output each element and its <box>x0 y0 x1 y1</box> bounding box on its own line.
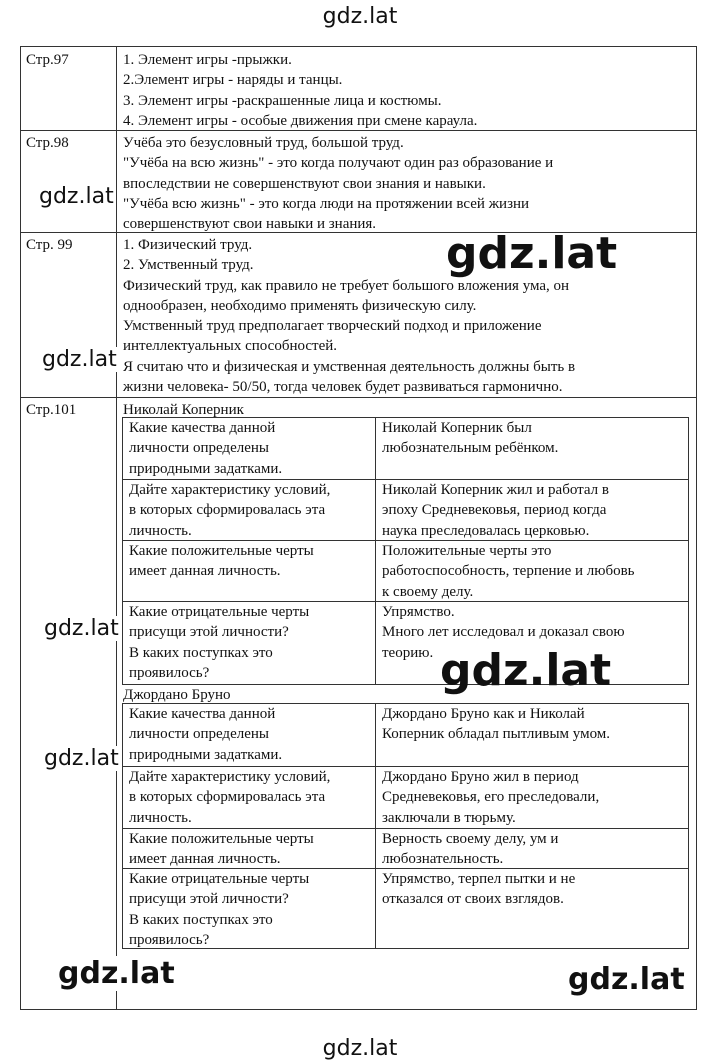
watermark: gdz.lat <box>446 228 618 279</box>
watermark: gdz.lat <box>440 645 612 696</box>
question-line: Какие качества данной <box>129 706 276 722</box>
question-line: природными задатками. <box>129 746 283 763</box>
answer-line: Николай Коперник жил и работал в <box>382 482 609 498</box>
question-cell <box>129 869 309 950</box>
answer-line: Верность своему делу, ум и <box>382 831 559 847</box>
answer-line: Джордано Бруно как и Николай <box>382 706 585 722</box>
answer-cell <box>382 704 610 745</box>
answer-line: Коперник обладал пытливым умом. <box>382 726 611 743</box>
watermark: gdz.lat <box>58 956 175 991</box>
question-line: Какие отрицательные черты <box>129 871 310 887</box>
person-name-bruno: Джордано Бруно <box>123 687 231 703</box>
question-line: личности определены <box>129 726 269 743</box>
text-line: Физический труд, как правило не требует большого вложения ума, он <box>123 277 570 294</box>
question-line: Какие положительные черты <box>129 831 314 847</box>
watermark-top: gdz.lat <box>322 4 398 29</box>
question-line: проявилось? <box>129 664 210 681</box>
section-98-text <box>123 133 553 234</box>
watermark: gdz.lat <box>39 184 114 209</box>
question-cell <box>129 480 330 541</box>
question-line: в которых сформировалась эта <box>129 789 326 806</box>
answer-line: работоспособность, терпение и любовь <box>382 563 635 580</box>
answers-table <box>20 46 697 1010</box>
text-line: 4. Элемент игры - особые движения при смене караула. <box>123 112 478 129</box>
person-name-copernicus: Николай Коперник <box>123 402 244 418</box>
question-line: личность. <box>129 809 192 826</box>
answer-line: Положительные черты это <box>382 543 552 559</box>
question-line: личности определены <box>129 440 269 457</box>
question-line: Какие положительные черты <box>129 543 314 559</box>
question-cell <box>129 541 314 582</box>
answer-line: заключали в тюрьму. <box>382 809 516 826</box>
watermark: gdz.lat <box>44 616 119 641</box>
question-cell <box>129 767 330 828</box>
question-line: личность. <box>129 522 192 539</box>
question-line: имеет данная личность. <box>129 851 281 868</box>
text-line: Умственный труд предполагает творческий подход и приложение <box>123 318 542 335</box>
text-line: жизни человека- 50/50, тогда человек будет развиваться гармонично. <box>123 379 563 396</box>
answer-line: Средневековья, его преследовали, <box>382 789 600 806</box>
text-line: "Учёба всю жизнь" - это когда люди на протяжении всей жизни <box>123 195 530 212</box>
question-line: В каких поступках это <box>129 911 273 928</box>
answer-cell <box>382 767 599 828</box>
answer-line: Упрямство, терпел пытки и не <box>382 871 576 887</box>
bruno-table <box>122 703 689 949</box>
answer-line: любознательным ребёнком. <box>382 440 559 457</box>
text-line: 2. Умственный труд. <box>123 257 254 274</box>
answer-cell <box>382 869 575 910</box>
text-line: Учёба это безусловный труд, большой труд. <box>123 135 404 151</box>
question-cell <box>129 418 282 479</box>
text-line: 2.Элемент игры - наряды и танцы. <box>123 72 343 89</box>
question-line: присущи этой личности? <box>129 624 289 641</box>
column-divider <box>116 47 117 1009</box>
text-line: однообразен, необходимо применять физическую силу. <box>123 297 477 314</box>
question-cell <box>129 602 309 683</box>
watermark: gdz.lat <box>42 347 117 372</box>
page-label-98: Стр.98 <box>26 135 69 151</box>
answer-cell <box>382 541 635 602</box>
text-line: 3. Элемент игры -раскрашенные лица и костюмы. <box>123 92 442 109</box>
answer-cell <box>382 480 609 541</box>
question-line: имеет данная личность. <box>129 563 281 580</box>
question-line: Дайте характеристику условий, <box>129 482 331 498</box>
answer-line: наука преследовалась церковью. <box>382 522 590 539</box>
answer-line: Много лет исследовал и доказал свою <box>382 624 625 641</box>
page-label-99: Стр. 99 <box>26 237 73 253</box>
page-label-97: Стр.97 <box>26 52 69 68</box>
answer-line: Упрямство. <box>382 604 455 620</box>
watermark: gdz.lat <box>44 746 119 771</box>
answer-line: любознательность. <box>382 851 504 868</box>
question-line: Какие отрицательные черты <box>129 604 310 620</box>
section-97-text <box>123 50 477 131</box>
text-line: Я считаю что и физическая и умственная деятельность должны быть в <box>123 358 576 375</box>
question-line: В каких поступках это <box>129 644 273 661</box>
answer-cell <box>382 418 558 459</box>
text-line: впоследствии не совершенствуют свои знания и навыки. <box>123 175 486 192</box>
text-line: интеллектуальных способностей. <box>123 338 338 355</box>
inner-column-divider <box>375 704 376 948</box>
answer-line: отказался от своих взглядов. <box>382 891 564 908</box>
question-line: природными задатками. <box>129 460 283 477</box>
page-label-101: Стр.101 <box>26 402 77 418</box>
answer-line: к своему делу. <box>382 583 474 600</box>
question-line: Дайте характеристику условий, <box>129 769 331 785</box>
text-line: 1. Физический труд. <box>123 237 253 253</box>
text-line: 1. Элемент игры -прыжки. <box>123 52 292 68</box>
question-line: присущи этой личности? <box>129 891 289 908</box>
text-line: "Учёба на всю жизнь" - это когда получают один раз образование и <box>123 155 554 172</box>
inner-column-divider <box>375 418 376 684</box>
answer-line: эпоху Средневековья, период когда <box>382 502 607 519</box>
answer-line: Николай Коперник был <box>382 420 532 436</box>
watermark: gdz.lat <box>568 962 685 997</box>
question-line: в которых сформировалась эта <box>129 502 326 519</box>
watermark-bottom: gdz.lat <box>322 1036 398 1061</box>
answer-line: Джордано Бруно жил в период <box>382 769 579 785</box>
answer-cell <box>382 829 558 870</box>
answer-line: теорию. <box>382 644 434 661</box>
question-cell <box>129 829 314 870</box>
question-cell <box>129 704 282 765</box>
text-line: совершенствуют свои навыки и знания. <box>123 216 377 233</box>
question-line: проявилось? <box>129 931 210 948</box>
question-line: Какие качества данной <box>129 420 276 436</box>
